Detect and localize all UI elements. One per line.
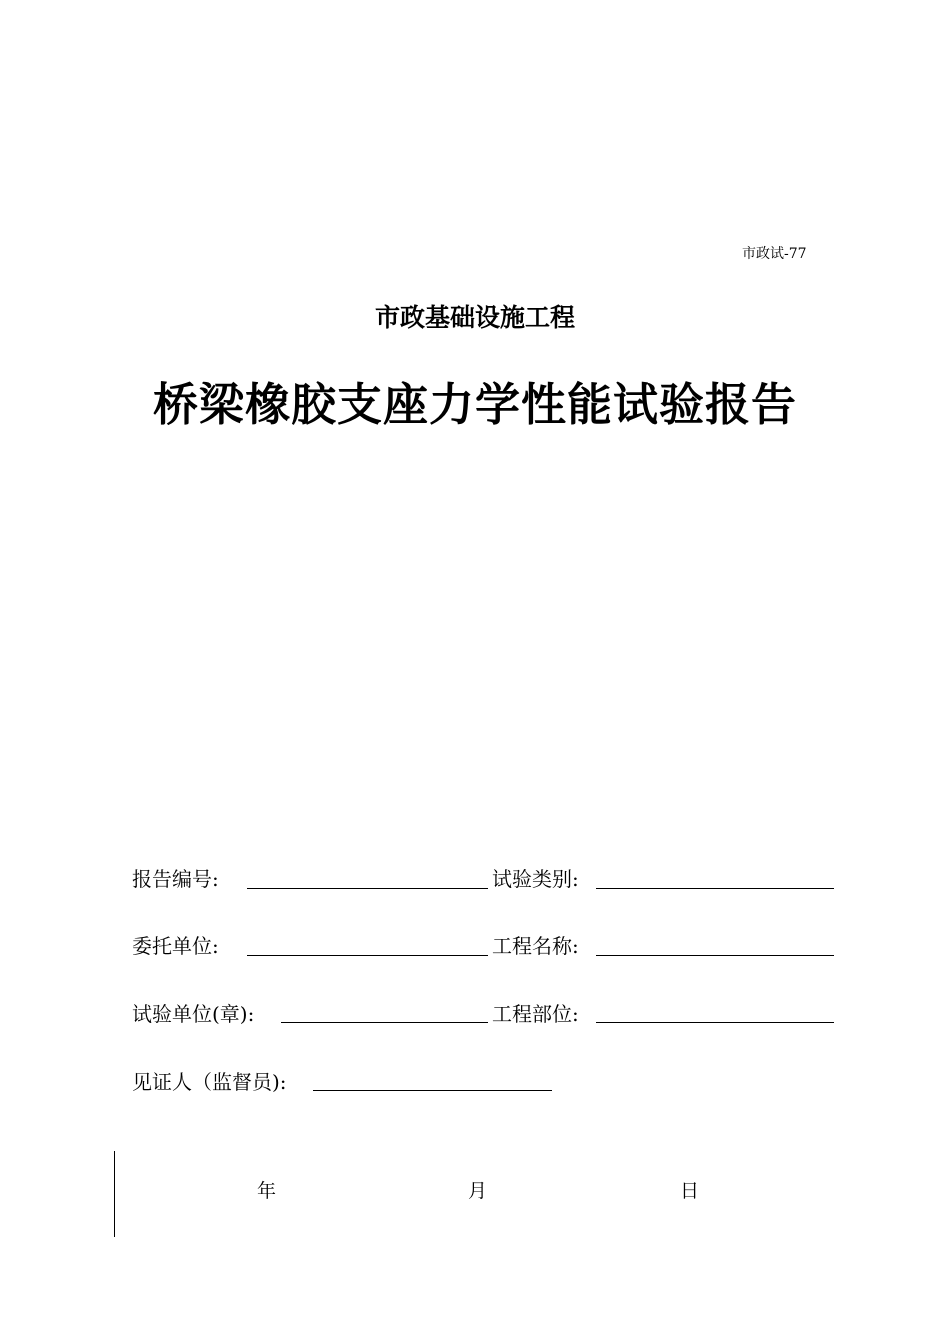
test-unit-label: 试验单位(章): — [132, 1002, 255, 1026]
binding-margin-line — [114, 1151, 115, 1237]
witness-field[interactable] — [313, 1090, 552, 1091]
document-title: 桥梁橡胶支座力学性能试验报告 — [152, 378, 797, 431]
project-location-field[interactable] — [596, 1022, 834, 1023]
client-label: 委托单位: — [132, 934, 219, 958]
date-year: 年 — [257, 1180, 277, 1202]
test-category-field[interactable] — [596, 888, 834, 889]
document-subtitle: 市政基础设施工程 — [374, 303, 575, 332]
document-code: 市政试-77 — [742, 246, 807, 262]
report-no-label: 报告编号: — [132, 867, 219, 891]
project-location-label: 工程部位: — [492, 1002, 579, 1026]
project-name-field[interactable] — [596, 955, 834, 956]
client-field[interactable] — [247, 955, 488, 956]
report-no-field[interactable] — [247, 888, 488, 889]
date-day: 日 — [680, 1180, 700, 1202]
test-category-label: 试验类别: — [492, 867, 579, 891]
test-unit-field[interactable] — [281, 1022, 488, 1023]
project-name-label: 工程名称: — [492, 934, 579, 958]
date-month: 月 — [468, 1180, 488, 1202]
witness-label: 见证人（监督员): — [132, 1070, 287, 1094]
